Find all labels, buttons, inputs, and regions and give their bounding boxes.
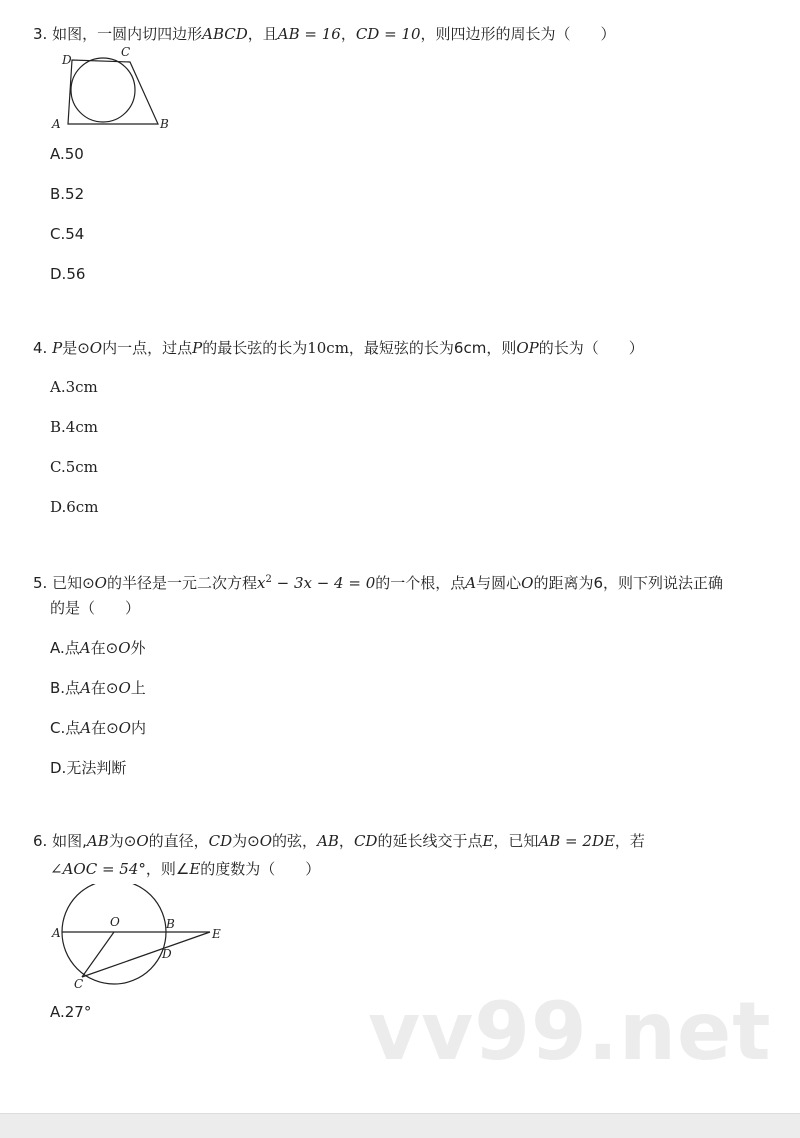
circle-o: [62, 884, 166, 984]
figure-inscribed-quadrilateral: [48, 44, 178, 136]
option-b[interactable]: B.点A在⊙O上: [50, 679, 146, 697]
watermark-logo: vv99.net: [368, 985, 772, 1078]
viewer-bottom-bar: [0, 1113, 800, 1138]
question-5-stem-line2: 的是（ ）: [50, 599, 141, 617]
option-a[interactable]: A.27°: [50, 1003, 92, 1021]
option-a[interactable]: A.3cm: [50, 378, 98, 396]
question-number: 4.: [33, 339, 48, 357]
stem-text: ，且: [247, 25, 278, 43]
label-point-o: O: [110, 915, 120, 929]
option-c[interactable]: C.54: [50, 225, 85, 243]
question-number: 3.: [33, 25, 48, 43]
label-point-d: D: [162, 947, 172, 961]
math-expr: CD = 10: [355, 25, 421, 43]
label-point-e: E: [212, 927, 221, 941]
question-6-stem-line2: ∠AOC = 54°，则∠E的度数为（ ）: [50, 860, 321, 878]
option-b[interactable]: B.4cm: [50, 418, 98, 436]
option-c[interactable]: C.5cm: [50, 458, 98, 476]
label-point-a: A: [52, 926, 61, 940]
segment-oc: [82, 932, 114, 977]
question-number: 6.: [33, 832, 48, 850]
question-6-stem: 6. 如图,AB为⊙O的直径，CD为⊙O的弦，AB，CD的延长线交于点E，已知AB = 2DE，若: [33, 832, 645, 850]
line-ce: [82, 932, 210, 977]
label-point-b: B: [160, 117, 169, 131]
question-5-stem: 5. 已知⊙O的半径是一元二次方程$x^2 - 3x - 4 = 0$的一个根，点A与圆心O的距离为6，则下列说法正确: [33, 574, 723, 592]
label-point-c: C: [74, 977, 84, 991]
figure-circle-diameter-chord: [48, 884, 228, 992]
question-4-stem: 4. P是⊙O内一点，过点P的最长弦的长为10cm，最短弦的长为6cm，则OP的长为（ ）: [33, 339, 644, 357]
label-point-a: A: [52, 117, 61, 131]
option-d[interactable]: D.6cm: [50, 498, 99, 516]
label-point-b: B: [166, 917, 175, 931]
label-point-d: D: [62, 53, 72, 67]
math-expr: AB = 16: [277, 25, 341, 43]
option-a[interactable]: A.点A在⊙O外: [50, 639, 146, 657]
option-c[interactable]: C.点A在⊙O内: [50, 719, 146, 737]
question-number: 5.: [33, 574, 48, 592]
stem-text: ，则四边形的周长为（ ）: [420, 25, 616, 43]
option-d[interactable]: D.56: [50, 265, 86, 283]
option-a[interactable]: A.50: [50, 145, 84, 163]
stem-text: 如图，一圆内切四边形: [52, 25, 203, 43]
inscribed-circle: [71, 58, 135, 122]
math-var: ABCD: [202, 25, 248, 43]
stem-text: ，: [340, 25, 356, 43]
option-b[interactable]: B.52: [50, 185, 85, 203]
option-d[interactable]: D.无法判断: [50, 759, 127, 777]
label-point-c: C: [121, 45, 131, 59]
